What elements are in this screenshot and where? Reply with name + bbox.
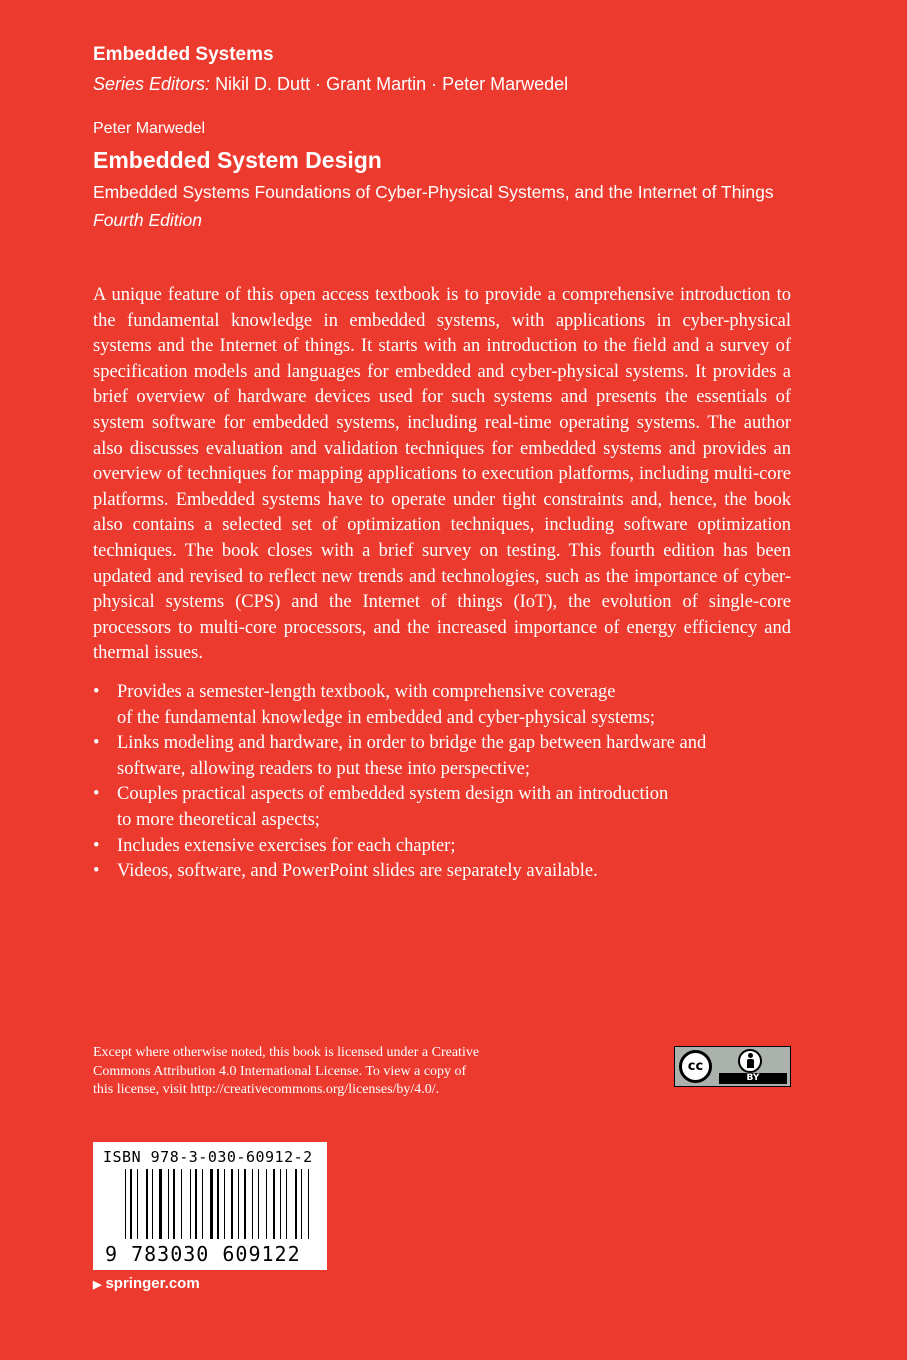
feature-item-line: of the fundamental knowledge in embedded and cyber-physical systems; (117, 707, 656, 728)
license-line: Commons Attribution 4.0 International License. To view a copy of (93, 1063, 467, 1079)
feature-item (93, 834, 791, 860)
ean-digits: 9 783030 609122 (105, 1242, 301, 1266)
license-line: Except where otherwise noted, this book is licensed under a Creative (93, 1045, 480, 1060)
license-line: this license, visit http://creativecommons.org/licenses/by/4.0/. (93, 1082, 440, 1097)
series-name: Embedded Systems (93, 44, 274, 65)
feature-list (93, 680, 791, 885)
book-edition: Fourth Edition (93, 210, 202, 230)
cc-by-badge-icon (674, 1046, 791, 1087)
feature-item-line: Links modeling and hardware, in order to bridge the gap between hardware and (117, 733, 707, 754)
license-notice (93, 1044, 563, 1100)
isbn-text: ISBN 978-3-030-60912-2 (103, 1148, 313, 1166)
feature-item-line: Videos, software, and PowerPoint slides are separately available. (117, 861, 598, 882)
bullet-icon: • (93, 784, 100, 805)
feature-item-line: Includes extensive exercises for each chapter; (117, 835, 456, 856)
series-editors-label: Series Editors: (93, 74, 211, 94)
attribution-person-icon (738, 1049, 762, 1073)
series-header (93, 42, 568, 98)
blurb-paragraph: A unique feature of this open access textbook is to provide a comprehensive introduction to the fundamental knowledge in embedded systems, with applications in cyber-physical systems and the Internet of things. It starts with an introduction to the field and a survey of specification models and languages for embedded and cyber-physical systems. It provides a brief overview of hardware devices used for such systems and presents the essentials of system software for embedded systems, including real-time operating systems. The author also discusses evaluation and validation techniques for embedded systems and provides an overview of techniques for mapping applications to execution platforms, including multi-core platforms. Embedded systems have to operate under tight constraints and, hence, the book also contains a selected set of optimization techniques, including software optimization techniques. The book closes with a brief survey on testing. This fourth edition has been updated and revised to reflect new trends and technologies, such as the importance of cyber-physical systems (CPS) and the Internet of things (IoT), the evolution of single-core processors to multi-core processors, and the increased importance of energy efficiency and thermal issues. (93, 285, 791, 664)
barcode-bars (125, 1169, 315, 1239)
book-subtitle: Embedded Systems Foundations of Cyber-Physical Systems, and the Internet of Things (93, 182, 774, 202)
series-editors (93, 70, 568, 98)
feature-item (93, 680, 791, 731)
barcode-gap (312, 1169, 315, 1239)
feature-item-line: software, allowing readers to put these into perspective; (117, 758, 531, 779)
bullet-icon: • (93, 682, 100, 702)
feature-item-line: to more theoretical aspects; (117, 809, 320, 830)
feature-item-line: Couples practical aspects of embedded system design with an introduction (117, 784, 669, 805)
feature-item (93, 731, 791, 782)
bullet-icon: • (93, 733, 100, 754)
book-title: Embedded System Design (93, 147, 382, 173)
springer-link-label: springer.com (105, 1275, 200, 1292)
springer-link[interactable] (93, 1275, 200, 1292)
cc-logo-icon: cc (679, 1050, 712, 1083)
bullet-icon: • (93, 861, 100, 882)
book-info (93, 118, 774, 234)
feature-item (93, 859, 791, 885)
arrow-right-icon: ▶ (93, 1279, 102, 1291)
series-editors-names: Nikil D. Dutt · Grant Martin · Peter Marwedel (215, 74, 569, 94)
feature-item (93, 782, 791, 833)
book-author: Peter Marwedel (93, 120, 206, 137)
by-label: BY (719, 1073, 787, 1084)
bullet-icon: • (93, 835, 100, 856)
feature-item-line: Provides a semester-length textbook, with comprehensive coverage (117, 682, 616, 702)
isbn-barcode (93, 1142, 327, 1270)
